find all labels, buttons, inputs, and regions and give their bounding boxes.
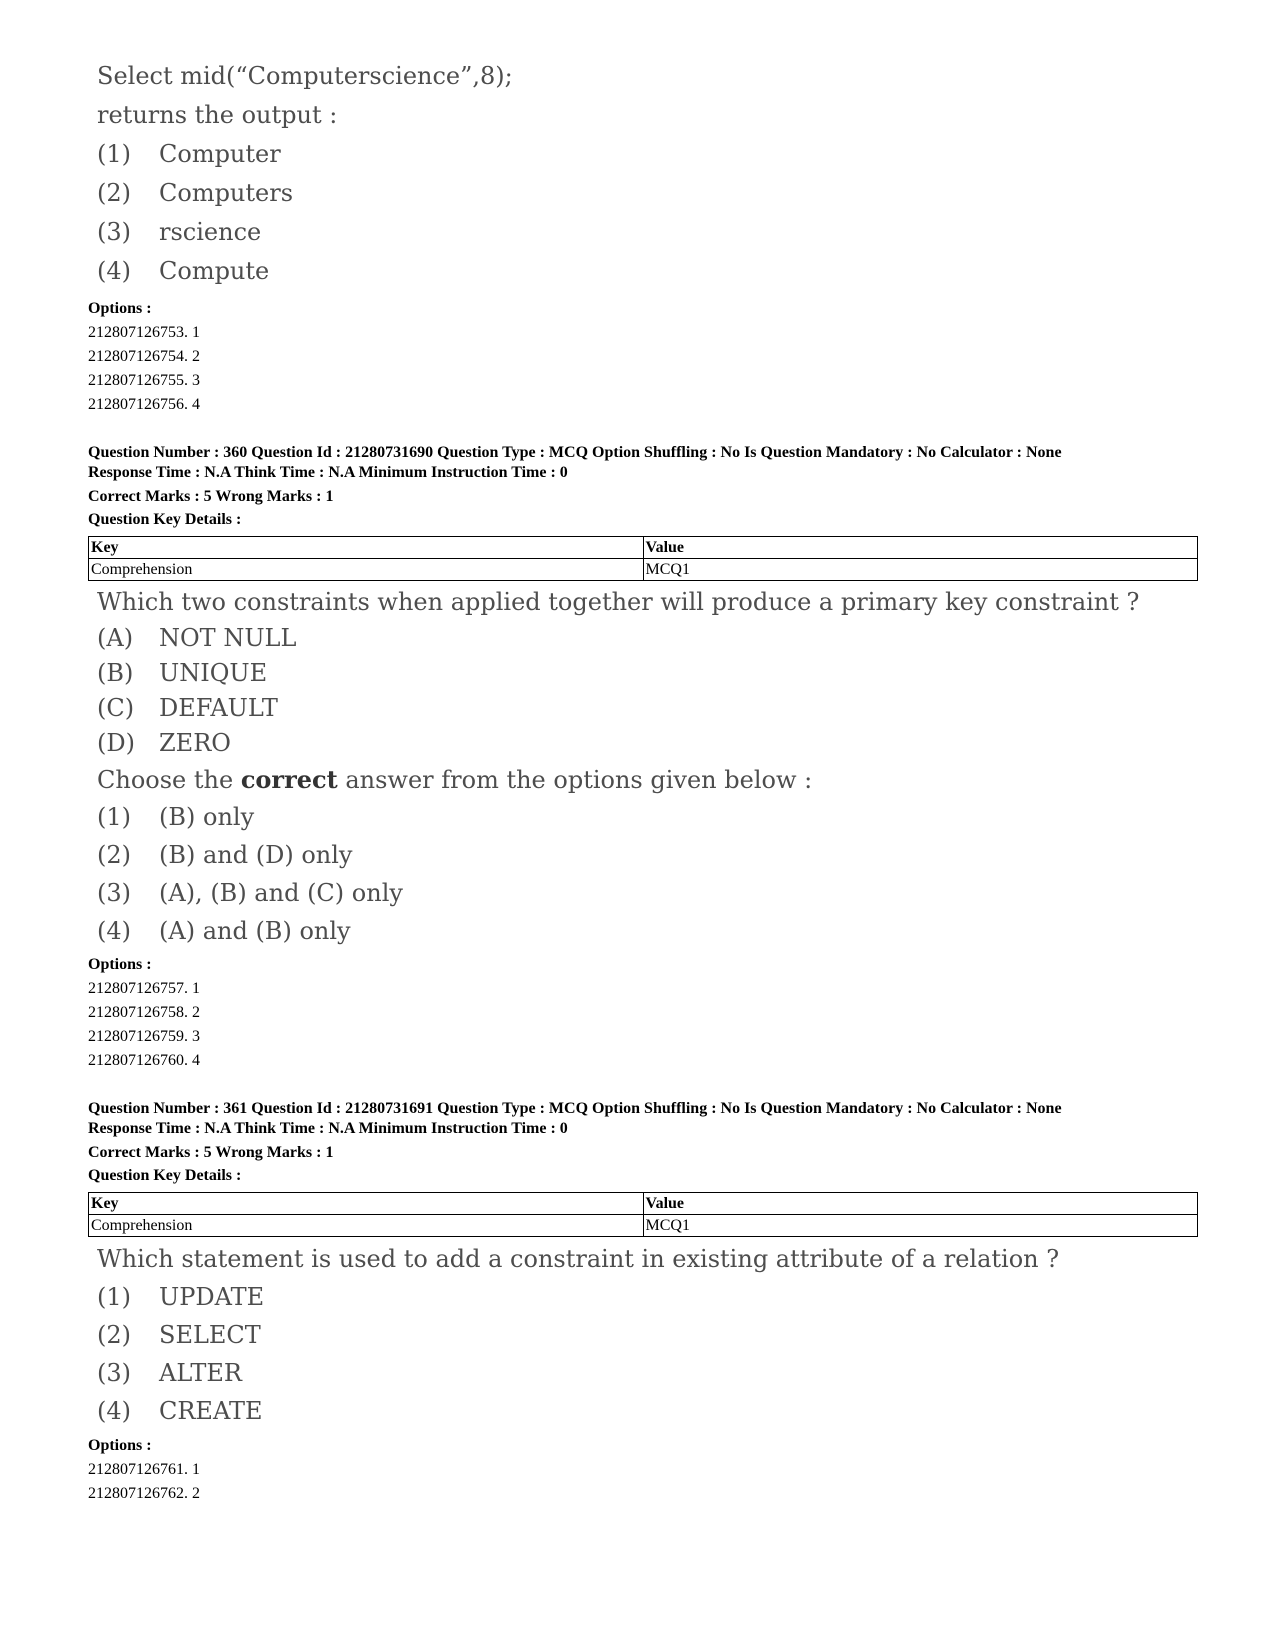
q361-table-key-cell: Comprehension [89, 1215, 644, 1237]
q361-option-2: 212807126762. 2 [88, 1485, 200, 1502]
q361-stem: Which statement is used to add a constraint in existing attribute of a relation ? [97, 1245, 1060, 1273]
q359-option-3: 212807126755. 3 [88, 372, 200, 389]
q361-key-details-label: Question Key Details : [88, 1167, 242, 1184]
q361-key-table [88, 1192, 1198, 1237]
q361-table-value-header: Value [643, 1193, 1198, 1215]
q359-question-image: Select mid(“Computerscience”,8); returns the output : (1) Computer (2) Computers (3) rscience (4) Compute [97, 62, 513, 285]
q361-option-1: 212807126761. 1 [88, 1461, 200, 1478]
q360-options-label: Options : [88, 956, 152, 973]
q360-meta-line2: Response Time : N.A Think Time : N.A Minimum Instruction Time : 0 [88, 464, 568, 481]
q360-option-1: 212807126757. 1 [88, 980, 200, 997]
q359-option-2: 212807126754. 2 [88, 348, 200, 365]
q361-question-image: Which statement is used to add a constraint in existing attribute of a relation ? (1) UPDATE (2) SELECT (3) ALTER (4) CREATE [97, 1245, 1060, 1425]
q361-table-value-cell: MCQ1 [643, 1215, 1198, 1237]
q360-option-2: 212807126758. 2 [88, 1004, 200, 1021]
q361-table-key-header: Key [89, 1193, 644, 1215]
q360-meta-line1: Question Number : 360 Question Id : 21280731690 Question Type : MCQ Option Shuffling : No Is Question Mandatory : No Calculator : None [88, 444, 1062, 461]
q361-meta-line1: Question Number : 361 Question Id : 21280731691 Question Type : MCQ Option Shuffling : No Is Question Mandatory : No Calculator : None [88, 1100, 1062, 1117]
q360-table-value-cell: MCQ1 [643, 559, 1198, 581]
q360-options-block [88, 953, 200, 1073]
q360-key-table [88, 536, 1198, 581]
q360-choose-instruction: Choose the correct answer from the options given below : [97, 765, 813, 794]
q360-marks: Correct Marks : 5 Wrong Marks : 1 [88, 488, 334, 505]
q360-stem: Which two constraints when applied together will produce a primary key constraint ? [97, 588, 1140, 616]
q360-table-key-cell: Comprehension [89, 559, 644, 581]
q361-meta [88, 1099, 1062, 1186]
q359-stem-line1: Select mid(“Computerscience”,8); [97, 62, 513, 90]
q359-option-1: 212807126753. 1 [88, 324, 200, 341]
q360-question-image: Which two constraints when applied together will produce a primary key constraint ? (A) NOT NULL (B) UNIQUE (C) DEFAULT (D) ZERO Choose the correct answer from the options given below : (1) (B) only (2) (B) and (D) only (3) (A), (B) and (C) only (4) (A) and (B) only [97, 588, 1140, 945]
q360-key-details-label: Question Key Details : [88, 511, 242, 528]
q359-options-label: Options : [88, 300, 152, 317]
q359-stem-line2: returns the output : [97, 101, 338, 129]
q360-table-value-header: Value [643, 537, 1198, 559]
q359-option-4: 212807126756. 4 [88, 396, 200, 413]
q359-options-block [88, 297, 200, 417]
q361-options-block [88, 1434, 200, 1506]
q361-meta-line2: Response Time : N.A Think Time : N.A Minimum Instruction Time : 0 [88, 1120, 568, 1137]
q361-options-label: Options : [88, 1437, 152, 1454]
q360-table-key-header: Key [89, 537, 644, 559]
q361-marks: Correct Marks : 5 Wrong Marks : 1 [88, 1144, 334, 1161]
q360-option-3: 212807126759. 3 [88, 1028, 200, 1045]
q360-meta [88, 443, 1062, 530]
q360-option-4: 212807126760. 4 [88, 1052, 200, 1069]
